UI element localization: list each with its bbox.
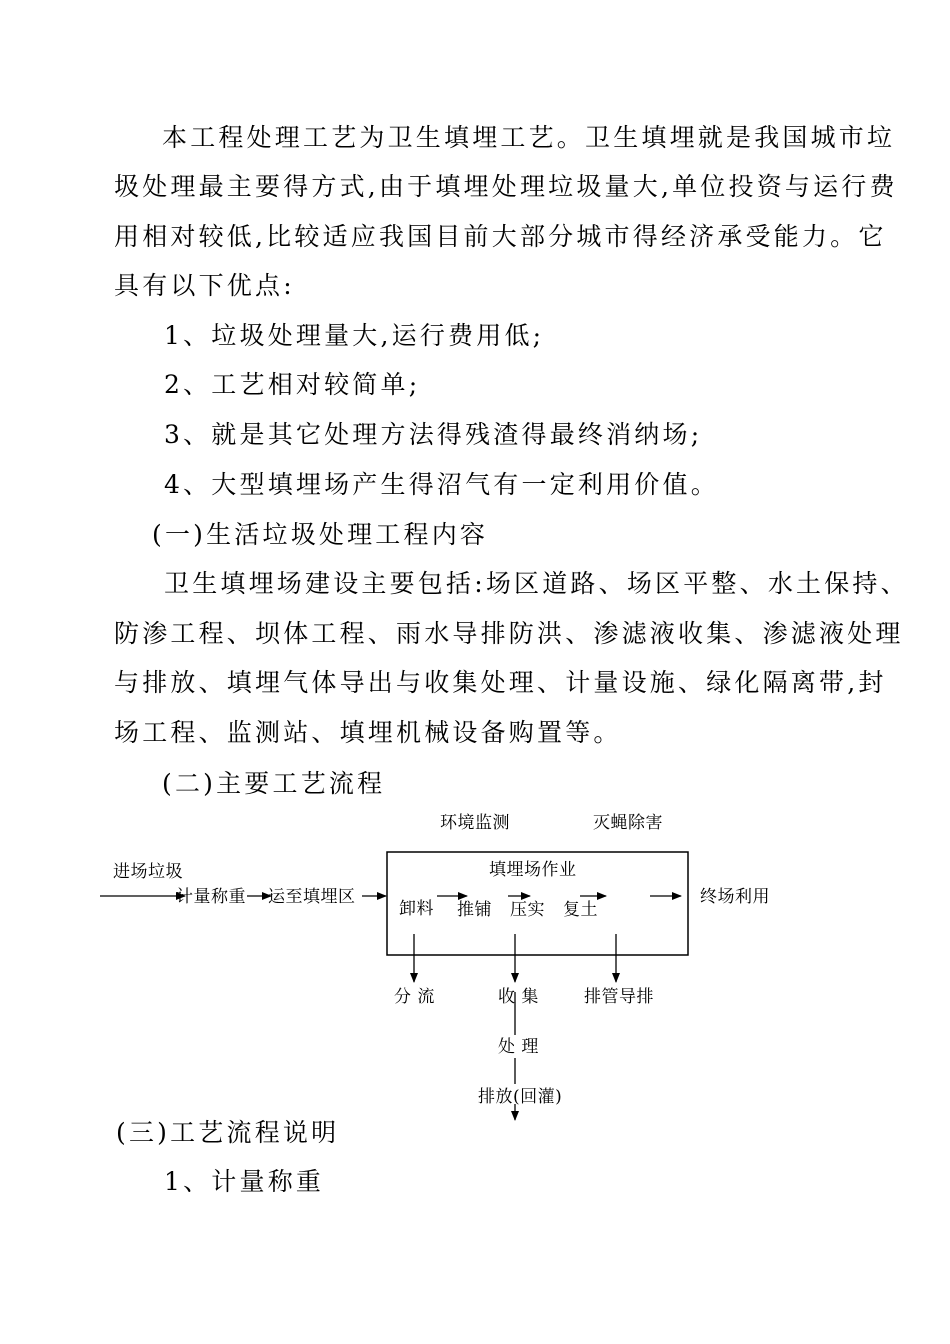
label-transport: 运至填埋区 [268, 887, 356, 907]
label-divert: 分 流 [394, 987, 435, 1007]
intro-line-1: 本工程处理工艺为卫生填埋工艺。卫生填埋就是我国城市垃 [162, 123, 896, 152]
label-final-use: 终场利用 [700, 887, 770, 907]
section1-line-3: 与排放、填埋气体导出与收集处理、计量设施、绿化隔离带,封 [114, 668, 887, 697]
intro-line-2: 圾处理最主要得方式,由于填埋处理垃圾量大,单位投资与运行费 [114, 172, 898, 201]
section1-line-1: 卫生填埋场建设主要包括:场区道路、场区平整、水土保持、 [164, 569, 909, 598]
section2-title: (二)主要工艺流程 [162, 769, 386, 798]
section1-line-2: 防渗工程、坝体工程、雨水导排防洪、渗滤液收集、渗滤液处理 [114, 619, 904, 648]
label-spread: 推铺 [457, 900, 492, 920]
label-cover: 复土 [563, 900, 598, 920]
label-weigh: 计量称重 [176, 887, 246, 907]
section1-title: (一)生活垃圾处理工程内容 [152, 520, 489, 549]
advantage-item-3: 3、就是其它处理方法得残渣得最终消纳场; [164, 420, 703, 449]
intro-line-4: 具有以下优点: [114, 271, 295, 300]
label-gas-vent: 排管导排 [584, 987, 654, 1007]
label-incoming-waste: 进场垃圾 [113, 862, 183, 882]
label-unload: 卸料 [399, 899, 434, 919]
label-discharge: 排放(回灌) [478, 1087, 563, 1107]
item1-title: 1、计量称重 [164, 1167, 325, 1196]
advantage-item-2: 2、工艺相对较简单; [164, 370, 421, 399]
advantage-item-1: 1、垃圾处理量大,运行费用低; [164, 321, 545, 350]
label-treat: 处 理 [498, 1037, 539, 1057]
label-compact: 压实 [510, 900, 545, 920]
label-collect: 收 集 [498, 987, 539, 1007]
section1-line-4: 场工程、监测站、填埋机械设备购置等。 [114, 718, 622, 747]
intro-line-3: 用相对较低,比较适应我国目前大部分城市得经济承受能力。它 [114, 222, 887, 251]
label-box-title: 填埋场作业 [489, 860, 577, 880]
label-fly-control: 灭蝇除害 [593, 813, 663, 833]
section3-title: (三)工艺流程说明 [116, 1118, 340, 1147]
label-env-monitor: 环境监测 [440, 813, 510, 833]
advantage-item-4: 4、大型填埋场产生得沼气有一定利用价值。 [164, 470, 719, 499]
